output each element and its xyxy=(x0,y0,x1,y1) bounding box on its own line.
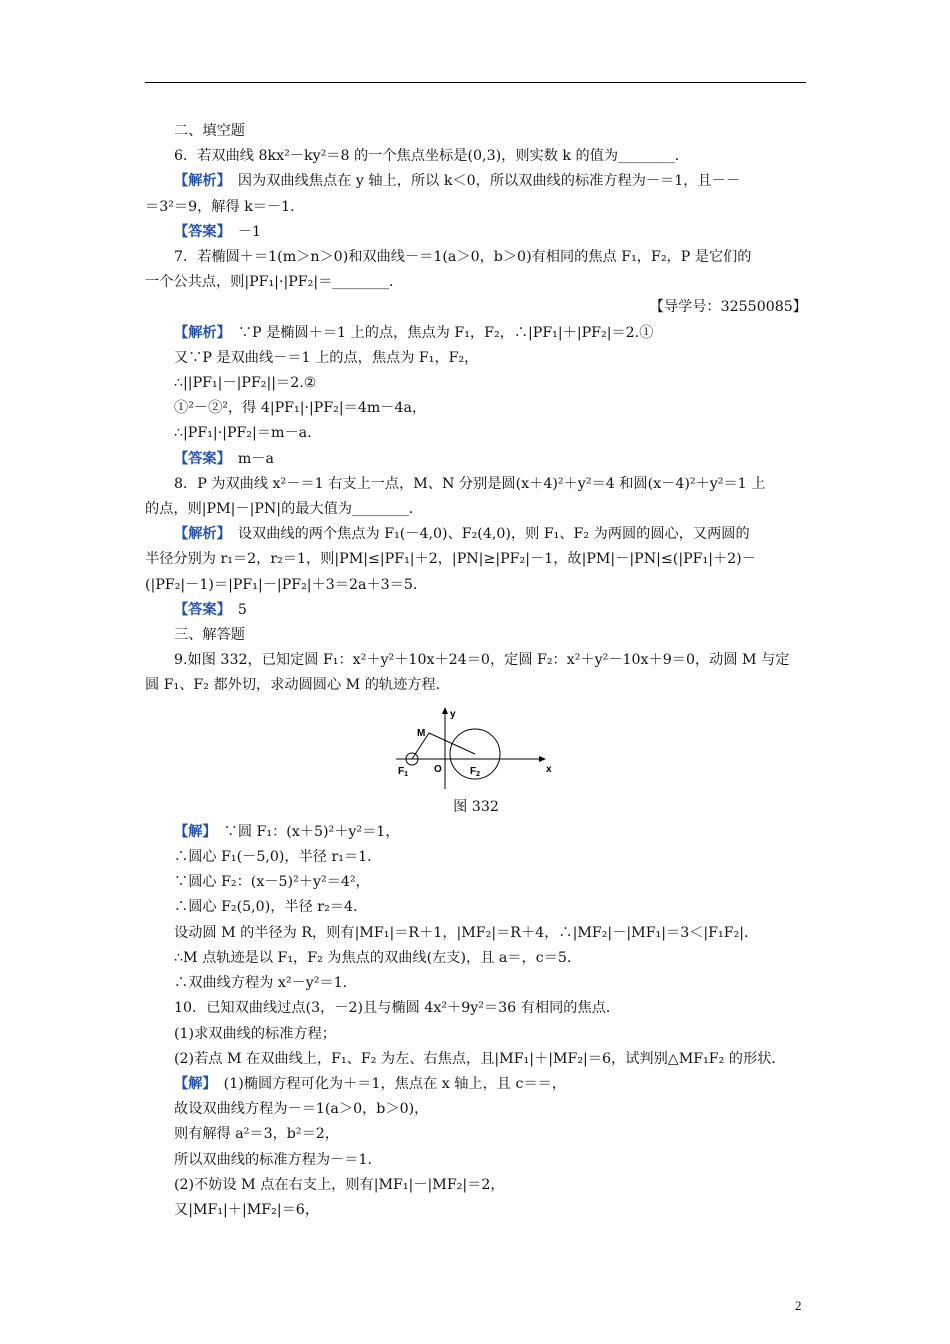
line-text: －1 xyxy=(223,223,262,240)
line-text: ∴||PF₁|－|PF₂||＝2.② xyxy=(174,375,317,392)
label-y: y xyxy=(450,708,456,720)
line-text: (1)求双曲线的标准方程； xyxy=(174,1025,336,1042)
line-text: 则有解得 a²＝3，b²＝2， xyxy=(174,1126,339,1143)
label-o: O xyxy=(434,763,442,775)
text-line xyxy=(145,270,807,295)
text-line xyxy=(145,295,807,320)
text-line xyxy=(145,820,807,845)
section-tag: 【解】 xyxy=(174,1075,210,1092)
label-m: M xyxy=(417,727,426,739)
section-tag: 【解析】 xyxy=(174,173,224,190)
text-line xyxy=(145,497,807,522)
line-text: 设双曲线的两个焦点为 F₁(－4,0)、F₂(4,0)，则 F₁、F₂ 为两圆的圆心，又两圆的 xyxy=(223,526,750,543)
line-text: 二、填空题 xyxy=(174,123,245,139)
line-text: (|PF₂|－1)＝|PF₁|－|PF₂|＋3＝2a＋3＝5. xyxy=(145,576,418,593)
label-f1: $F_1$ xyxy=(398,765,409,778)
text-line xyxy=(145,346,807,371)
line-text: 设动圆 M 的半径为 R，则有|MF₁|＝R＋1，|MF₂|＝R＋4，∴|MF₂|－|MF₁|＝3＜|F₁F₂|. xyxy=(174,924,749,941)
text-line xyxy=(145,845,807,870)
text-line xyxy=(145,1047,807,1072)
section-tag: 【解】 xyxy=(174,823,210,840)
line-text: 所以双曲线的标准方程为－＝1. xyxy=(174,1151,372,1168)
text-line xyxy=(145,996,807,1021)
text-line xyxy=(145,547,807,572)
text-line xyxy=(145,1022,807,1047)
figure-caption: 图 332 xyxy=(453,798,499,815)
text-line xyxy=(145,870,807,895)
line-text: 故设双曲线方程为－＝1(a＞0，b＞0)， xyxy=(174,1101,429,1118)
text-line xyxy=(145,447,807,472)
text-line xyxy=(145,371,807,396)
text-line xyxy=(145,396,807,421)
text-line xyxy=(145,895,807,920)
line-text: 10．已知双曲线过点(3，－2)且与椭圆 4x²＋9y²＝36 有相同的焦点． xyxy=(174,1000,621,1017)
line-text: (1)椭圆方程可化为＋＝1，焦点在 x 轴上，且 c＝＝， xyxy=(209,1075,567,1092)
text-line xyxy=(145,1122,807,1147)
text-line xyxy=(145,946,807,971)
page-number: 2 xyxy=(795,1298,802,1313)
line-text: ∴圆心 F₂(5,0)，半径 r₂＝4. xyxy=(174,899,358,916)
text-line xyxy=(145,220,807,245)
line-text: (2)不妨设 M 点在右支上，则有|MF₁|－|MF₂|＝2， xyxy=(174,1176,505,1193)
header-rule xyxy=(145,82,806,83)
text-line xyxy=(145,472,807,497)
text-line xyxy=(145,421,807,446)
page-content xyxy=(145,119,807,1223)
line-text: 【导学号：32550085】 xyxy=(649,299,807,316)
label-f2: $F_2$ xyxy=(470,765,481,778)
text-line xyxy=(145,1173,807,1198)
text-line xyxy=(145,598,807,623)
text-line xyxy=(145,921,807,946)
line-text: 6．若双曲线 8kx²－ky²＝8 的一个焦点坐标是(0,3)，则实数 k 的值为________． xyxy=(174,148,689,165)
section-tag: 【解析】 xyxy=(174,324,224,341)
text-line xyxy=(145,119,807,144)
line-text: 三、解答题 xyxy=(174,627,245,644)
line-text: ∴双曲线方程为 x²－y²＝1. xyxy=(174,975,348,992)
line-text: m－a xyxy=(223,450,274,467)
text-line xyxy=(145,1148,807,1173)
line-text: 因为双曲线焦点在 y 轴上，所以 k＜0，所以双曲线的标准方程为－＝1，且－－ xyxy=(223,173,741,190)
text-line xyxy=(145,245,807,270)
text-block-2 xyxy=(145,820,807,1223)
line-text: 圆 F₁、F₂ 都外切，求动圆圆心 M 的轨迹方程． xyxy=(145,677,450,694)
section-tag: 【答案】 xyxy=(174,601,224,618)
line-text: 8．P 为双曲线 x²－＝1 右支上一点，M、N 分别是圆(x＋4)²＋y²＝4 和圆(x－4)²＋y²＝1 上 xyxy=(174,475,766,492)
line-text: ∴|PF₁|·|PF₂|＝m－a. xyxy=(174,425,312,442)
label-x: x xyxy=(546,763,552,775)
line-text: 7．若椭圆＋＝1(m＞n＞0)和双曲线－＝1(a＞0，b＞0)有相同的焦点 F₁，F₂，P 是它们的 xyxy=(174,249,752,266)
line-text: ①²－②²，得 4|PF₁|·|PF₂|＝4m－4a， xyxy=(174,400,427,417)
line-text: 又|MF₁|＋|MF₂|＝6， xyxy=(174,1201,320,1218)
line-text: ∵圆 F₁：(x＋5)²＋y²＝1， xyxy=(209,823,400,840)
figure-332 xyxy=(396,705,556,791)
text-line xyxy=(145,169,807,194)
text-line xyxy=(145,1198,807,1223)
line-text: 半径分别为 r₁＝2，r₂＝1，则|PM|≤|PF₁|＋2，|PN|≥|PF₂|－1，故|PM|－|PN|≤(|PF₁|＋2)－ xyxy=(145,551,756,568)
text-line xyxy=(145,971,807,996)
line-text: (2)若点 M 在双曲线上，F₁、F₂ 为左、右焦点，且|MF₁|＋|MF₂|＝6，试判别△MF₁F₂ 的形状． xyxy=(174,1050,786,1067)
text-line xyxy=(145,321,807,346)
text-line xyxy=(145,623,807,648)
text-line xyxy=(145,648,807,673)
text-line xyxy=(145,573,807,598)
section-tag: 【解析】 xyxy=(174,526,224,543)
line-text: ∵P 是椭圆＋＝1 上的点，焦点为 F₁，F₂，∴|PF₁|＋|PF₂|＝2.① xyxy=(223,324,654,341)
text-line xyxy=(145,1072,807,1097)
text-line xyxy=(145,144,807,169)
line-text: 又∵P 是双曲线－＝1 上的点，焦点为 F₁，F₂， xyxy=(174,349,479,366)
text-line xyxy=(145,522,807,547)
text-line xyxy=(145,1097,807,1122)
x-axis-arrow xyxy=(539,756,546,762)
section-tag: 【答案】 xyxy=(174,450,224,467)
line-text: ∴M 点轨迹是以 F₁，F₂ 为焦点的双曲线(左支)，且 a＝，c＝5. xyxy=(174,949,572,966)
text-line xyxy=(145,673,807,698)
line-text: 9.如图 332，已知定圆 F₁：x²＋y²＋10x＋24＝0，定圆 F₂：x²＋y²－10x＋9＝0，动圆 M 与定 xyxy=(174,652,790,669)
line-text: 一个公共点，则|PF₁|·|PF₂|＝________． xyxy=(145,274,404,291)
section-tag: 【答案】 xyxy=(174,223,224,240)
line-text: 5 xyxy=(223,601,247,618)
text-line xyxy=(145,195,807,220)
line-text: ∵圆心 F₂：(x－5)²＋y²＝4²， xyxy=(174,874,370,891)
line-text: 的点，则|PM|－|PN|的最大值为________． xyxy=(145,501,423,518)
text-block-1 xyxy=(145,119,807,699)
line-text: ＝3²＝9，解得 k＝－1. xyxy=(145,198,295,215)
line-text: ∴圆心 F₁(－5,0)，半径 r₁＝1. xyxy=(174,849,372,866)
y-axis-arrow xyxy=(442,707,448,714)
